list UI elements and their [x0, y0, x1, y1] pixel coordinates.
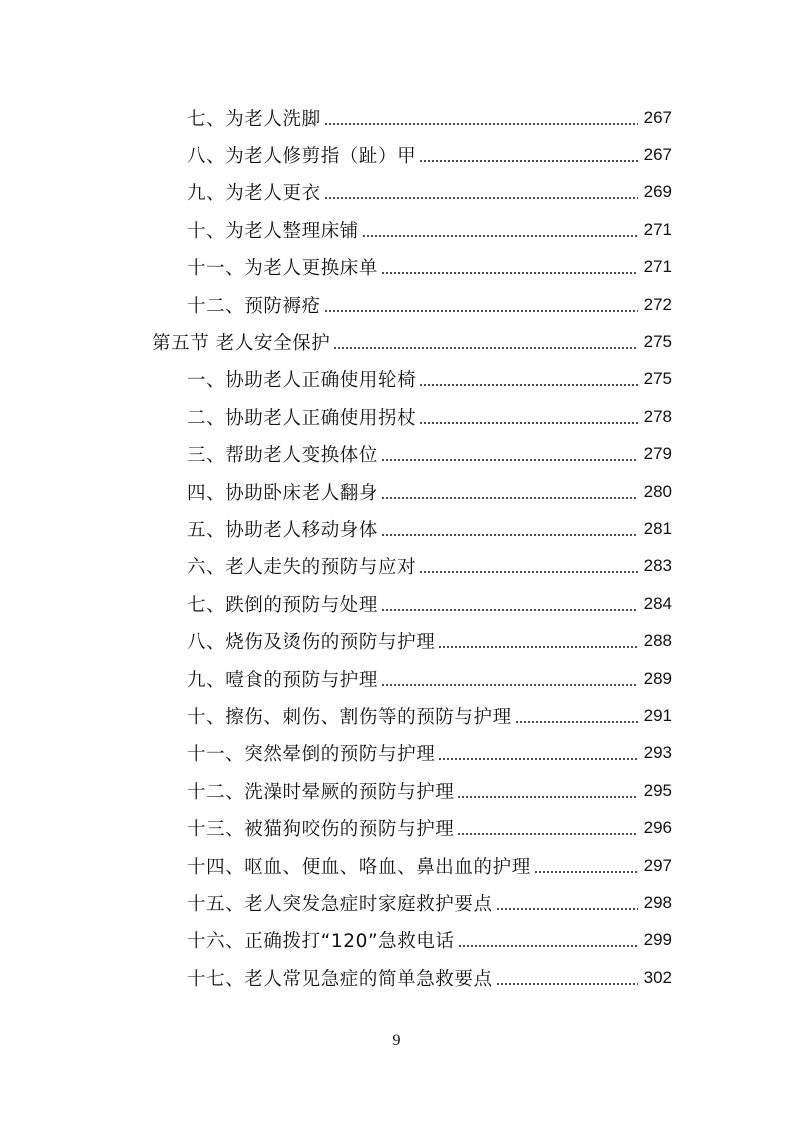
dot-leader — [324, 296, 638, 314]
toc-entry-page: 271 — [643, 219, 672, 239]
toc-entry-title: 六、老人走失的预防与应对 — [187, 557, 417, 579]
toc-entry-page: 289 — [643, 668, 672, 688]
dot-leader — [381, 595, 638, 613]
toc-entry[interactable] — [0, 660, 793, 697]
toc-entry-page: 296 — [643, 818, 672, 838]
toc-entry-title: 十、擦伤、刺伤、割伤等的预防与护理 — [187, 706, 512, 728]
toc-entry-page: 283 — [643, 556, 672, 576]
toc-entry[interactable] — [0, 286, 793, 323]
toc-section-title: 第五节 老人安全保护 — [152, 333, 331, 355]
dot-leader — [381, 670, 638, 688]
dot-leader — [333, 333, 638, 351]
dot-leader — [419, 370, 638, 388]
toc-entry-title: 十七、老人常见急症的简单急救要点 — [187, 968, 493, 990]
toc-entry-page: 302 — [643, 967, 672, 987]
toc-entry-title: 四、协助卧床老人翻身 — [187, 482, 379, 504]
table-of-contents — [0, 99, 793, 996]
toc-entry-page: 280 — [643, 481, 672, 501]
toc-entry-page: 275 — [643, 369, 672, 389]
toc-entry-page: 298 — [643, 892, 672, 912]
dot-leader — [419, 408, 638, 426]
toc-entry-title: 九、为老人更衣 — [187, 183, 321, 205]
toc-entry[interactable] — [0, 249, 793, 286]
toc-entry[interactable] — [0, 436, 793, 473]
dot-leader — [438, 632, 638, 650]
toc-entry[interactable] — [0, 809, 793, 846]
toc-entry[interactable] — [0, 174, 793, 211]
toc-entry-title: 五、协助老人移动身体 — [187, 519, 379, 541]
toc-section-entry[interactable] — [0, 323, 793, 360]
toc-entry[interactable] — [0, 697, 793, 734]
toc-entry-title: 十、为老人整理床铺 — [187, 220, 359, 242]
dot-leader — [457, 819, 638, 837]
toc-entry[interactable] — [0, 959, 793, 996]
toc-entry[interactable] — [0, 361, 793, 398]
dot-leader — [457, 782, 638, 800]
toc-entry-page: 291 — [643, 705, 672, 725]
toc-entry-page: 269 — [643, 182, 672, 202]
toc-entry-title: 十三、被猫狗咬伤的预防与护理 — [187, 819, 455, 841]
toc-entry[interactable] — [0, 622, 793, 659]
toc-entry-page: 299 — [643, 930, 672, 950]
toc-entry[interactable] — [0, 510, 793, 547]
dot-leader — [534, 857, 638, 875]
dot-leader — [381, 520, 638, 538]
toc-entry-page: 284 — [643, 593, 672, 613]
toc-entry[interactable] — [0, 585, 793, 622]
toc-entry-page: 295 — [643, 780, 672, 800]
toc-entry-page: 275 — [643, 332, 672, 352]
toc-entry[interactable] — [0, 136, 793, 173]
toc-entry-title: 九、噎食的预防与护理 — [187, 669, 379, 691]
toc-entry-page: 267 — [643, 107, 672, 127]
toc-entry-title: 七、跌倒的预防与处理 — [187, 594, 379, 616]
toc-entry-title: 八、烧伤及烫伤的预防与护理 — [187, 632, 436, 654]
toc-entry[interactable] — [0, 548, 793, 585]
toc-entry[interactable] — [0, 847, 793, 884]
dot-leader — [324, 109, 638, 127]
toc-entry[interactable] — [0, 99, 793, 136]
dot-leader — [515, 707, 638, 725]
toc-entry-page: 272 — [643, 294, 672, 314]
dot-leader — [362, 221, 638, 239]
dot-leader — [496, 969, 638, 987]
toc-entry-title: 十二、预防褥疮 — [187, 295, 321, 317]
toc-entry-page: 281 — [643, 518, 672, 538]
toc-entry[interactable] — [0, 398, 793, 435]
toc-entry-title: 十四、呕血、便血、咯血、鼻出血的护理 — [187, 856, 531, 878]
toc-entry-page: 288 — [643, 631, 672, 651]
toc-entry-title: 七、为老人洗脚 — [187, 108, 321, 130]
dot-leader — [438, 744, 638, 762]
toc-entry[interactable] — [0, 211, 793, 248]
toc-entry-title: 十二、洗澡时晕厥的预防与护理 — [187, 781, 455, 803]
toc-entry-title: 一、协助老人正确使用轮椅 — [187, 370, 417, 392]
toc-entry[interactable] — [0, 473, 793, 510]
dot-leader — [419, 557, 638, 575]
toc-entry-title: 二、协助老人正确使用拐杖 — [187, 407, 417, 429]
dot-leader — [496, 894, 638, 912]
toc-entry[interactable] — [0, 922, 793, 959]
dot-leader — [381, 483, 638, 501]
dot-leader — [381, 258, 638, 276]
toc-entry-page: 278 — [643, 406, 672, 426]
toc-entry-page: 297 — [643, 855, 672, 875]
toc-entry-title: 八、为老人修剪指（趾）甲 — [187, 146, 417, 168]
toc-entry[interactable] — [0, 884, 793, 921]
dot-leader — [324, 183, 638, 201]
toc-entry-title: 十一、为老人更换床单 — [187, 258, 379, 280]
dot-leader — [419, 146, 638, 164]
toc-entry-title: 十六、正确拨打“120”急救电话 — [187, 931, 455, 953]
toc-entry-title: 十五、老人突发急症时家庭救护要点 — [187, 893, 493, 915]
toc-entry-page: 271 — [643, 257, 672, 277]
toc-entry-title: 十一、突然晕倒的预防与护理 — [187, 744, 436, 766]
dot-leader — [458, 931, 638, 949]
toc-entry-page: 279 — [643, 444, 672, 464]
toc-entry[interactable] — [0, 772, 793, 809]
dot-leader — [381, 445, 638, 463]
page-number: 9 — [392, 1032, 401, 1049]
toc-entry-page: 293 — [643, 743, 672, 763]
toc-entry[interactable] — [0, 735, 793, 772]
toc-entry-page: 267 — [643, 145, 672, 165]
toc-entry-title: 三、帮助老人变换体位 — [187, 445, 379, 467]
